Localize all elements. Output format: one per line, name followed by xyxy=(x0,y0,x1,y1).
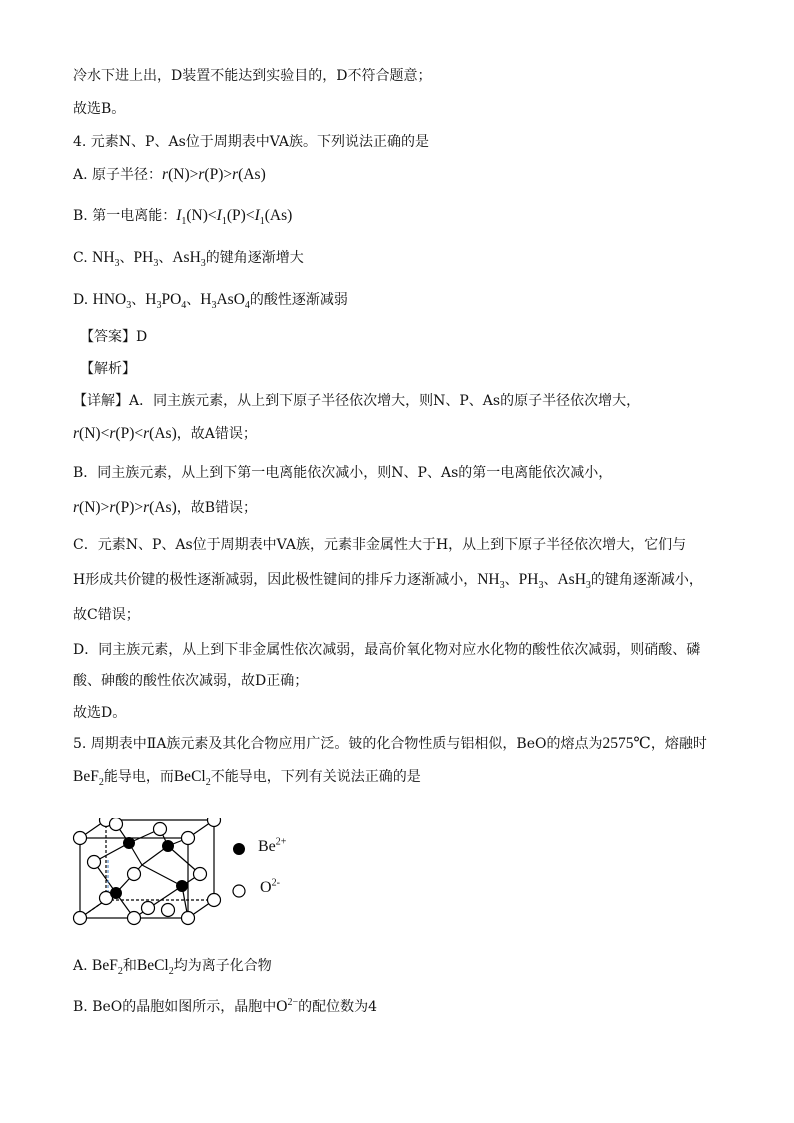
detail-c-2: H形成共价键的极性逐渐减弱，因此极性键间的排斥力逐渐减小，$NH_3$、$PH_3$、AsH$_3$的键角逐渐减小， xyxy=(73,571,703,592)
question-5-stem-2: BeF$_2$能导电，而BeCl$_2$不能导电，下列有关说法正确的是 xyxy=(73,768,421,789)
detail-d-1: D．同主族元素，从上到下非金属性依次减弱，最高价氧化物对应水化物的酸性依次减弱，则硝酸、磷 xyxy=(73,642,701,658)
legend-o: $O^{2-}$ xyxy=(260,877,280,896)
o-ion-legend-icon xyxy=(232,884,246,898)
legend-be: $Be^{2+}$ xyxy=(258,836,287,855)
detail-a-formula: r(N)<r(P)<r(As)，故A错误； xyxy=(73,425,257,442)
question-5-option-b: B. BeO的晶胞如图所示，晶胞中$O^{2-}$的配位数为4 xyxy=(73,996,378,1015)
option-b: B. 第一电离能：$I_1(N)<I_1(P)<I_1(As)$ xyxy=(73,207,293,228)
be-ion-legend-icon xyxy=(232,842,246,856)
detail-d-2: 酸、砷酸的酸性依次减弱，故D正确； xyxy=(73,673,309,689)
question-5-option-a: A. BeF$_2$和BeCl$_2$均为离子化合物 xyxy=(73,957,272,978)
answer-line: 【答案】D xyxy=(80,329,148,345)
option-d: D. $HNO_3$、$H_3PO_4$、$H_3AsO_4$的酸性逐渐减弱 xyxy=(73,291,348,312)
question-4-stem: 4. 元素N、P、As位于周期表中VA族。下列说法正确的是 xyxy=(73,134,430,150)
detail-a: 【详解】A．同主族元素，从上到下原子半径依次增大，则N、P、As的原子半径依次增大， xyxy=(73,393,641,409)
final-answer: 故选D。 xyxy=(73,705,127,721)
text-line: 故选B。 xyxy=(73,101,126,117)
analysis-tag: 【解析】 xyxy=(80,361,136,377)
option-a: A. 原子半径：r(N)>r(P)>r(As) xyxy=(73,166,266,183)
text-line: 冷水下进上出，D装置不能达到实验目的，D不符合题意； xyxy=(73,68,432,84)
beo-unit-cell-diagram xyxy=(68,818,238,942)
detail-b-formula: r(N)>r(P)>r(As)，故B错误； xyxy=(73,499,258,516)
question-5-stem: 5. 周期表中ⅡA族元素及其化合物应用广泛。铍的化合物性质与铝相似，BeO的熔点为2575℃，熔融时 xyxy=(73,735,707,752)
option-c: C. $NH_3$、$PH_3$、AsH$_3$的键角逐渐增大 xyxy=(73,249,304,270)
detail-c-3: 故C错误； xyxy=(73,607,140,623)
detail-c-1: C．元素N、P、As位于周期表中VA族，元素非金属性大于H，从上到下原子半径依次增大，它们与 xyxy=(73,537,687,553)
detail-b: B．同主族元素，从上到下第一电离能依次减小，则N、P、As的第一电离能依次减小， xyxy=(73,465,613,481)
